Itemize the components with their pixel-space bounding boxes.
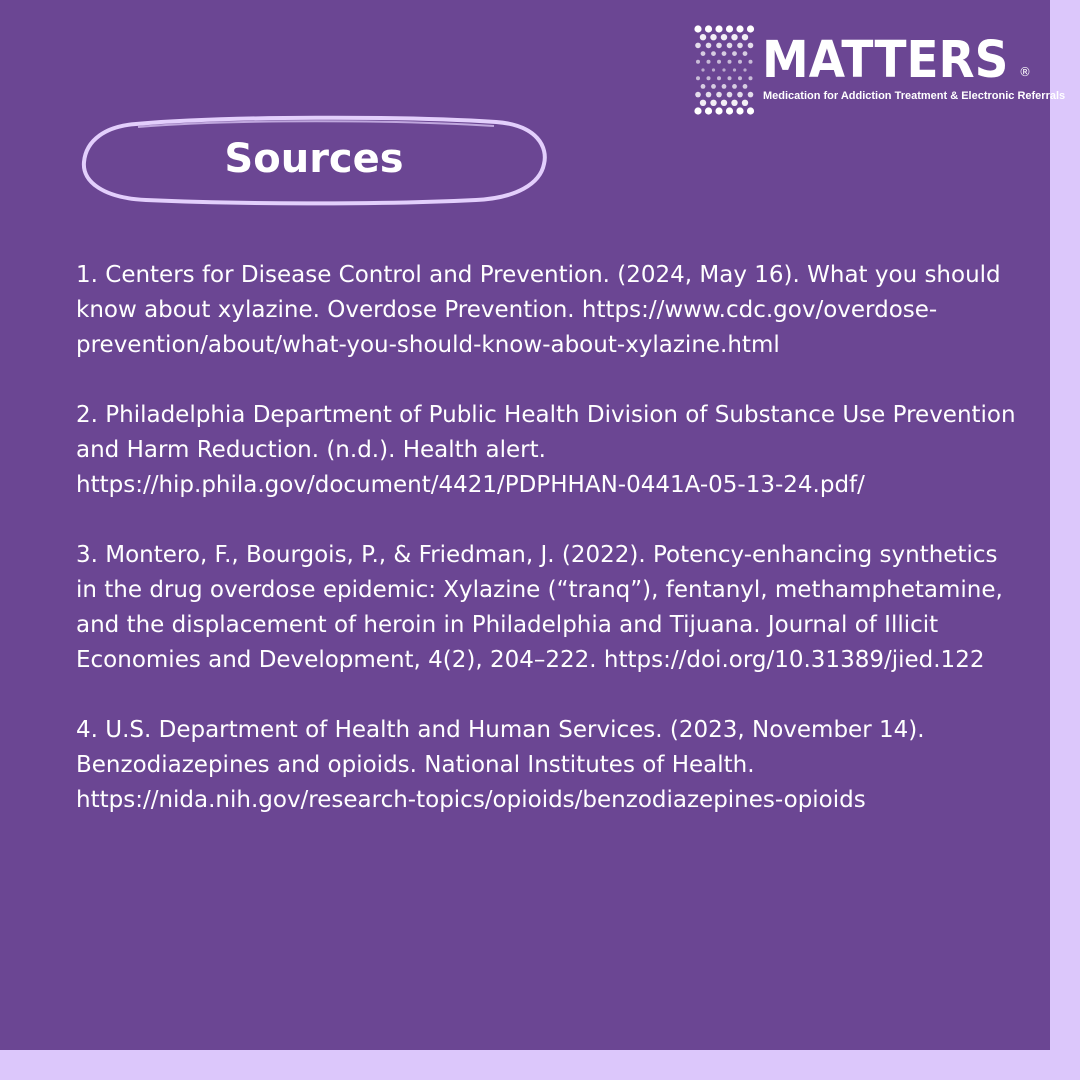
logo-dot	[701, 51, 706, 56]
logo-tagline: Medication for Addiction Treatment & Electronic Referrals	[763, 90, 1066, 102]
logo-dot	[715, 25, 722, 32]
logo-dot	[738, 76, 742, 80]
logo-dot	[726, 25, 733, 32]
logo-dot	[737, 43, 743, 49]
logo-dot	[710, 34, 716, 40]
logo-dot	[722, 84, 727, 89]
logo-dot	[700, 100, 706, 106]
logo-dot	[727, 43, 733, 49]
logo-dot	[721, 34, 727, 40]
sources-list	[76, 258, 1016, 853]
logo-dot	[707, 76, 711, 80]
source-item-2: 2. Philadelphia Department of Public Health Division of Substance Use Prevention and Harm Reduction. (n.d.). Health alert. https://hip.phila.gov/document/4421/PDPHHAN-0441A-05-13-24.pdf/	[76, 402, 1016, 498]
logo-dot	[706, 43, 712, 49]
logo-dot	[747, 25, 754, 32]
logo-dot	[722, 51, 727, 56]
logo-dot	[731, 34, 737, 40]
logo-dot	[711, 51, 716, 56]
logo-dot	[701, 84, 706, 89]
matters-logo	[692, 24, 1066, 116]
logo-dot	[742, 100, 748, 106]
logo-dot	[717, 60, 721, 64]
logo-dot	[733, 68, 736, 71]
logo-registered-mark: ®	[1019, 65, 1031, 79]
logo-dot	[701, 68, 704, 71]
logo-dot-pattern-icon	[692, 24, 758, 116]
logo-dot	[721, 100, 727, 106]
logo-dot	[749, 60, 753, 64]
logo-dot	[711, 84, 716, 89]
logo-wordmark: MATTERS	[762, 31, 1009, 90]
logo-dot	[736, 107, 743, 114]
source-item-1: 1. Centers for Disease Control and Prevention. (2024, May 16). What you should know about xylazine. Overdose Prevention. https://www.cdc.gov/overdose-prevention/about/what-you-should-know-about-xylazine.html	[76, 262, 1001, 358]
logo-dot	[742, 34, 748, 40]
logo-dot	[705, 107, 712, 114]
source-item-4: 4. U.S. Department of Health and Human Services. (2023, November 14). Benzodiazepines and opioids. National Institutes of Health. https://nida.nih.gov/research-topics/opioids/benzodiazepines-opioids	[76, 717, 925, 813]
page-title: Sources	[224, 136, 404, 182]
title-badge	[76, 114, 552, 208]
logo-dot	[716, 43, 722, 49]
logo-dot	[695, 92, 701, 98]
logo-dot	[737, 92, 743, 98]
logo-dot	[696, 76, 700, 80]
logo-dot	[747, 107, 754, 114]
logo-dot	[731, 100, 737, 106]
logo-dot	[727, 92, 733, 98]
logo-dot	[722, 68, 725, 71]
logo-dot	[728, 60, 732, 64]
source-item-3: 3. Montero, F., Bourgois, P., & Friedman, J. (2022). Potency-enhancing synthetics in the drug overdose epidemic: Xylazine (“tranq”), fentanyl, methamphetamine, and the displacement of heroin in Philadelphia and Tijuana. Journal of Illicit Economies and Development, 4(2), 204–222. https://doi.org/10.31389/jied.122	[76, 542, 1003, 673]
logo-dot	[743, 84, 748, 89]
logo-dot	[696, 60, 700, 64]
logo-dot	[694, 107, 701, 114]
logo-dot	[717, 76, 721, 80]
logo-dot	[706, 92, 712, 98]
logo-dot	[726, 107, 733, 114]
logo-dot	[716, 92, 722, 98]
logo-dot	[736, 25, 743, 32]
logo-dot	[743, 51, 748, 56]
logo-dot	[748, 92, 754, 98]
logo-dot	[712, 68, 715, 71]
logo-dot	[749, 76, 753, 80]
logo-dot	[738, 60, 742, 64]
logo-dot	[732, 51, 737, 56]
logo-dot	[710, 100, 716, 106]
logo-dot	[700, 34, 706, 40]
logo-dot	[707, 60, 711, 64]
logo-dot	[715, 107, 722, 114]
logo-dot	[694, 25, 701, 32]
logo-dot	[732, 84, 737, 89]
logo-dot	[695, 43, 701, 49]
logo-dot	[705, 25, 712, 32]
logo-dot	[748, 43, 754, 49]
logo-dot	[743, 68, 746, 71]
logo-dot	[728, 76, 732, 80]
